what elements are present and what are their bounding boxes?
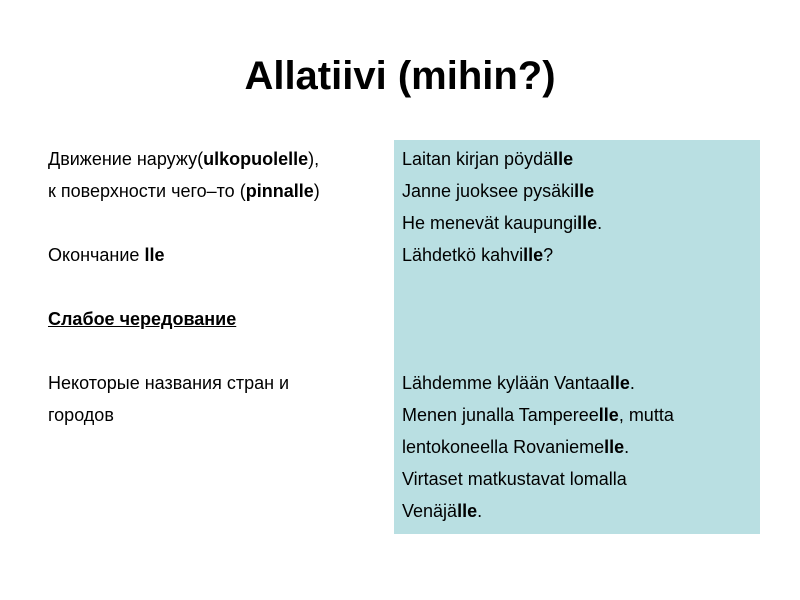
sentence-text: lentokoneella Rovanieme (402, 437, 605, 457)
example-sentence (402, 495, 757, 527)
example-sentence (402, 207, 757, 239)
slide-title: Allatiivi (mihin?) (244, 54, 556, 98)
sentence-text: , mutta (618, 405, 674, 425)
sentence-text: Lähdetkö kahvi (402, 245, 524, 265)
spacer (48, 335, 393, 367)
explanation-column (48, 143, 393, 431)
suffix: lle (609, 373, 630, 393)
place-names-line-1: Некоторые названия стран и (48, 373, 290, 393)
example-sentence (402, 175, 757, 207)
spacer (48, 271, 393, 303)
weak-gradation-heading: Слабое чередование (48, 309, 237, 329)
explanation-text: ) (313, 181, 320, 201)
example-word: pinnalle (245, 181, 314, 201)
place-names-line-2: городов (48, 405, 114, 425)
suffix: lle (523, 245, 544, 265)
explanation-text: к поверхности чего–то ( (48, 181, 246, 201)
spacer (48, 207, 393, 239)
example-word: ulkopuolelle (203, 149, 309, 169)
suffix: lle (598, 405, 619, 425)
example-sentence (402, 399, 757, 431)
sentence-text: Menen junalla Tamperee (402, 405, 599, 425)
sentence-text: Venäjä (402, 501, 458, 521)
ending-label: Окончание (48, 245, 145, 265)
example-sentence (402, 367, 757, 399)
suffix: lle (574, 181, 595, 201)
suffix: lle (457, 501, 478, 521)
sentence-text: Janne juoksee pysäki (402, 181, 575, 201)
explanation-text: ), (308, 149, 320, 169)
suffix: lle (553, 149, 574, 169)
punctuation: ? (543, 245, 554, 265)
explanation-text: Движение наружу( (48, 149, 204, 169)
example-sentence (402, 431, 757, 463)
spacer (402, 271, 757, 303)
sentence-text: Lähdemme kylään Vantaa (402, 373, 610, 393)
ending-suffix: lle (144, 245, 165, 265)
sentence-text: Laitan kirjan pöydä (402, 149, 554, 169)
suffix: lle (604, 437, 625, 457)
example-sentence (402, 143, 757, 175)
punctuation: . (624, 437, 630, 457)
explanation-line-surface (48, 175, 393, 207)
punctuation: . (597, 213, 603, 233)
example-sentence (402, 239, 757, 271)
spacer (402, 303, 757, 335)
spacer (402, 335, 757, 367)
examples-panel (394, 140, 760, 534)
explanation-line-movement (48, 143, 393, 175)
example-sentence: Virtaset matkustavat lomalla (402, 469, 627, 489)
suffix: lle (577, 213, 598, 233)
ending-line (48, 239, 393, 271)
punctuation: . (477, 501, 483, 521)
examples-list (402, 143, 757, 527)
sentence-text: He menevät kaupungi (402, 213, 578, 233)
punctuation: . (629, 373, 635, 393)
